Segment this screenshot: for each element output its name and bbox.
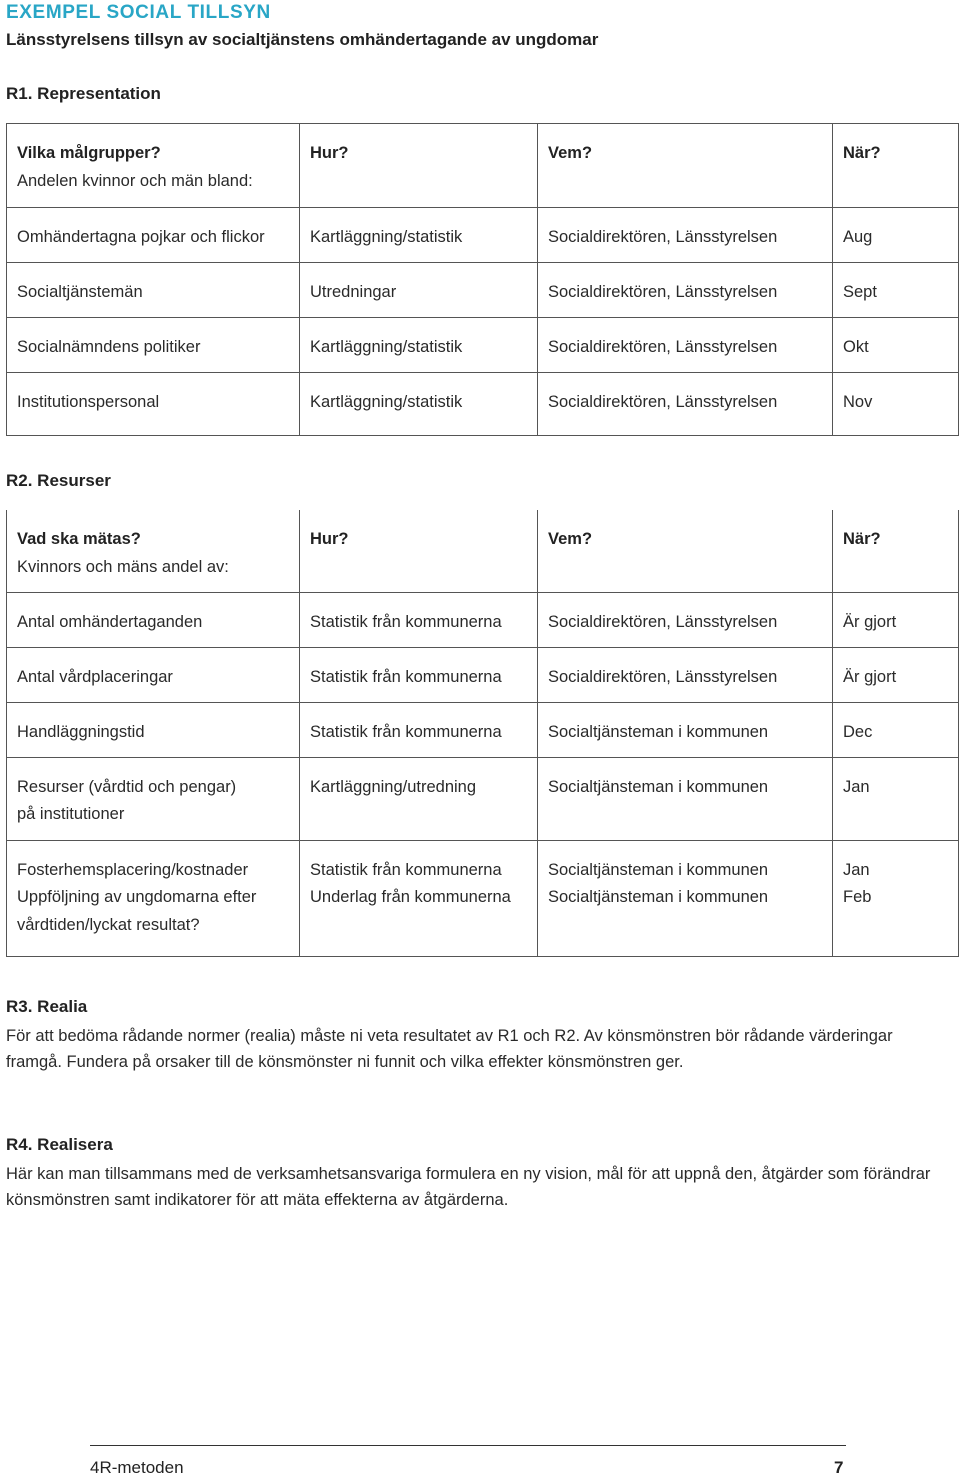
table-cell: Jan [833, 757, 959, 840]
r1-header-cell-when [833, 124, 959, 208]
r1-header-cell-who [538, 124, 833, 208]
table-row [7, 840, 959, 956]
table-cell: Omhändertagna pojkar och flickor [7, 208, 300, 263]
r2-heading: R2. Resurser [6, 471, 111, 490]
document-subtitle: Länsstyrelsens tillsyn av socialtjänstens omhändertagande av ungdomar [6, 30, 599, 49]
r4-heading: R4. Realisera [6, 1135, 113, 1154]
r2-header-cell-when [833, 510, 959, 592]
table-row [7, 263, 959, 318]
table-cell: Nov [833, 373, 959, 436]
r2-header-cell-what [7, 510, 300, 592]
table-cell: Statistik från kommunerna [300, 647, 538, 702]
table-cell [538, 840, 833, 956]
r2-table [6, 510, 959, 957]
r2-header-row [7, 510, 959, 592]
page-number: 7 [834, 1458, 844, 1477]
table-row [7, 318, 959, 373]
table-cell: Socialdirektören, Länsstyrelsen [538, 263, 833, 318]
r2-col1-title: Vad ska mätas? [17, 530, 141, 548]
r2-col2-title: Hur? [310, 530, 349, 548]
cell-line: på institutioner [17, 805, 125, 823]
r3-heading: R3. Realia [6, 997, 88, 1016]
r1-table [6, 123, 959, 436]
table-cell: Socialnämndens politiker [7, 318, 300, 373]
table-row [7, 647, 959, 702]
table-cell: Antal vårdplaceringar [7, 647, 300, 702]
cell-line: Statistik från kommunerna [310, 860, 502, 879]
footer-divider [90, 1445, 846, 1446]
r2-header-cell-how [300, 510, 538, 592]
table-cell [300, 840, 538, 956]
table-cell: Är gjort [833, 592, 959, 647]
table-cell: Handläggningstid [7, 702, 300, 757]
table-cell: Socialtjänsteman i kommunen [538, 757, 833, 840]
cell-line: Fosterhemsplacering/kostnader [17, 860, 249, 879]
table-cell: Statistik från kommunerna [300, 702, 538, 757]
table-row [7, 702, 959, 757]
r2-col4-title: När? [843, 530, 881, 548]
r1-col1-title: Vilka målgrupper? [17, 144, 161, 162]
r2-col3-title: Vem? [548, 530, 593, 548]
r1-header-row [7, 124, 959, 208]
cell-line: Jan [843, 860, 870, 879]
cell-line: Underlag från kommunerna [310, 888, 511, 906]
r3-paragraph: För att bedöma rådande normer (realia) måste ni veta resultatet av R1 och R2. Av könsmönstren bör rådande värderingar framgå. Fundera på orsaker till de könsmönster ni funnit och vilka effekter könsmönstren ger. [6, 1027, 893, 1071]
table-cell: Socialtjänstemän [7, 263, 300, 318]
footer-label: 4R-metoden [90, 1458, 184, 1477]
table-cell: Kartläggning/statistik [300, 373, 538, 436]
r1-col3-title: Vem? [548, 144, 593, 162]
r2-col1-subtitle: Kvinnors och mäns andel av: [17, 557, 229, 576]
table-cell: Statistik från kommunerna [300, 592, 538, 647]
cell-line: Socialtjänsteman i kommunen [548, 860, 769, 879]
table-cell: Socialdirektören, Länsstyrelsen [538, 647, 833, 702]
document-kicker: EXEMPEL SOCIAL TILLSYN [6, 2, 271, 23]
cell-line: Socialtjänsteman i kommunen [548, 888, 769, 906]
table-cell [833, 840, 959, 956]
table-cell: Socialdirektören, Länsstyrelsen [538, 592, 833, 647]
cell-line: Uppföljning av ungdomarna efter [17, 888, 257, 906]
table-cell: Kartläggning/statistik [300, 208, 538, 263]
cell-line: vårdtiden/lyckat resultat? [17, 915, 200, 934]
table-cell: Sept [833, 263, 959, 318]
r2-header-cell-who [538, 510, 833, 592]
table-cell: Institutionspersonal [7, 373, 300, 436]
table-row [7, 208, 959, 263]
table-cell: Är gjort [833, 647, 959, 702]
r4-paragraph: Här kan man tillsammans med de verksamhetsansvariga formulera en ny vision, mål för att uppnå den, åtgärder som förändrar könsmönstren samt indikatorer för att mäta effekterna av åtgärderna. [6, 1165, 931, 1209]
table-cell: Socialtjänsteman i kommunen [538, 702, 833, 757]
cell-line: Resurser (vårdtid och pengar) [17, 777, 237, 796]
table-cell [7, 840, 300, 956]
table-row [7, 373, 959, 436]
table-cell: Aug [833, 208, 959, 263]
table-cell: Socialdirektören, Länsstyrelsen [538, 373, 833, 436]
table-cell: Utredningar [300, 263, 538, 318]
cell-line: Feb [843, 888, 872, 906]
r1-header-cell-how [300, 124, 538, 208]
table-cell [7, 757, 300, 840]
r1-header-cell-what [7, 124, 300, 208]
table-cell: Kartläggning/statistik [300, 318, 538, 373]
table-cell: Kartläggning/utredning [300, 757, 538, 840]
table-cell: Antal omhändertaganden [7, 592, 300, 647]
table-cell: Okt [833, 318, 959, 373]
r1-col2-title: Hur? [310, 144, 349, 162]
r1-col4-title: När? [843, 144, 881, 162]
table-row [7, 757, 959, 840]
table-cell: Socialdirektören, Länsstyrelsen [538, 208, 833, 263]
table-cell: Dec [833, 702, 959, 757]
table-row [7, 592, 959, 647]
r1-col1-subtitle: Andelen kvinnor och män bland: [17, 171, 253, 190]
table-cell: Socialdirektören, Länsstyrelsen [538, 318, 833, 373]
r1-heading: R1. Representation [6, 84, 161, 103]
